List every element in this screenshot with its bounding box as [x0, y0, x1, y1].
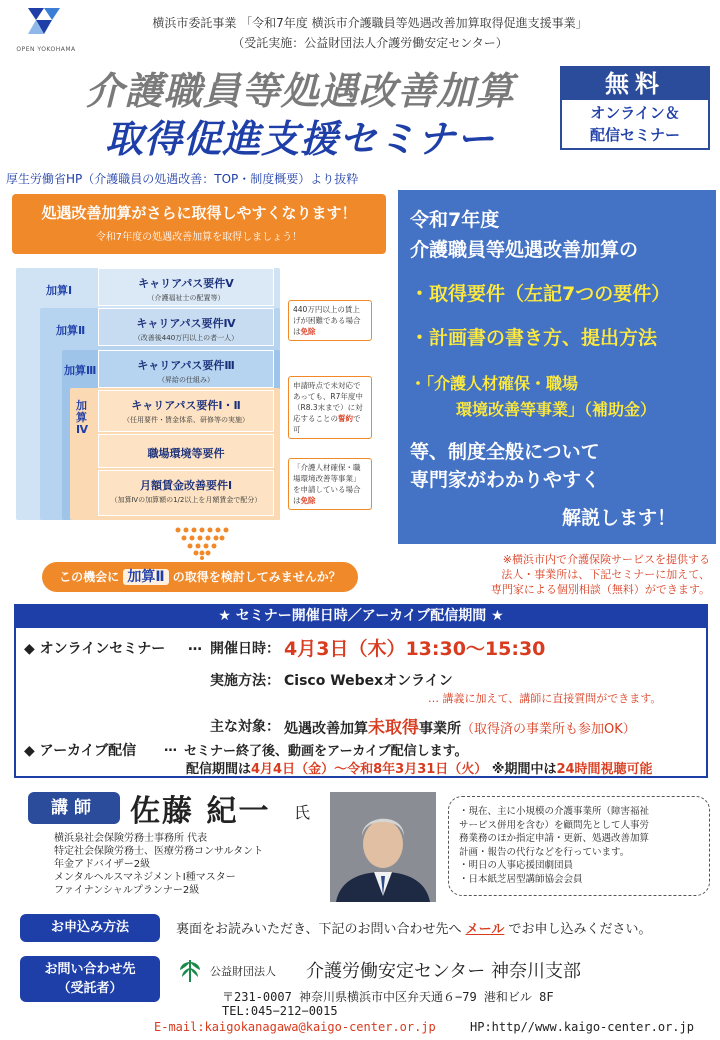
note-text: 申請時点で未対応であっても、R7年度中（R8.3末まで）に対応することの	[293, 381, 363, 423]
method-value: Cisco Webexオンライン	[284, 673, 453, 689]
req-title: キャリアパス要件Ⅳ	[136, 317, 236, 330]
panel-item-1: ・取得要件（左記7つの要件）	[410, 283, 671, 305]
req-career-5	[98, 268, 274, 306]
req-title: キャリアパス要件Ⅴ	[138, 277, 234, 290]
content-panel	[398, 190, 716, 544]
apply-text-post: でお申し込みください。	[508, 922, 652, 937]
req-sub: （改善後440万円以上の者一人）	[133, 334, 239, 342]
date-label: 開催日時：	[210, 641, 280, 657]
req-sub: （任用要件・賃金体系、研修等の実施）	[123, 416, 249, 424]
period-note-red: 24時間視聴可能	[556, 762, 653, 777]
req-sub: （加算Ⅳの加算額の1/2以上を月額賃金で配分）	[110, 496, 262, 504]
yokohama-logo	[14, 6, 78, 62]
title-sub: 取得促進支援セミナー	[104, 117, 495, 161]
panel-item-3a: ・「介護人材確保・職場	[410, 374, 579, 393]
bio-line: 計画・報告の代行などを行っています。	[459, 846, 630, 858]
figure-bottom-banner	[42, 562, 358, 592]
panel-year: 令和7年度	[410, 209, 500, 231]
req-title: 職場環境等要件	[147, 447, 225, 460]
period-note: ※期間中は	[491, 762, 557, 777]
down-arrow-icon	[172, 526, 232, 560]
archive-label: ◆ アーカイブ配信	[24, 743, 137, 759]
panel-explain: 解説します！	[562, 507, 677, 529]
org-tel: TEL:045−212−0015	[222, 1004, 338, 1018]
target-pre: 処遇改善加算	[284, 721, 368, 737]
commission-line: 横浜市委託事業 「令和7年度 横浜市介護職員等処遇改善加算取得促進支援事業」	[152, 16, 588, 30]
speaker-bio	[448, 796, 710, 896]
note-red: 誓約	[338, 414, 353, 423]
method-note: … 講義に加えて、講師に直接質問ができます。	[428, 692, 662, 705]
free-badge	[560, 66, 710, 150]
req-career-3	[98, 350, 274, 388]
note-exemption-1	[288, 300, 372, 341]
org-homepage[interactable]: HP:http//www.kaigo-center.or.jp	[470, 1020, 694, 1034]
apply-text	[176, 918, 652, 937]
req-sub: （昇給の仕組み）	[158, 376, 214, 384]
target-value	[284, 713, 636, 738]
note-text: 「介護人材確保・職場環境改善等事業」を申請している場合は	[293, 463, 361, 505]
contact-label-2: （受託者）	[57, 981, 123, 996]
seminar-date: 4月3日（木）13:30～15:30	[284, 638, 546, 660]
level-label-4: 加算Ⅳ	[76, 399, 89, 436]
req-career-1-2	[98, 390, 274, 432]
org-type: 公益財団法人	[210, 965, 276, 978]
period-value: 4月4日（金）～令和8年3月31日（火）	[251, 762, 488, 777]
bio-line: 務業務のほか指定申請・更新、処遇改善加算	[459, 833, 650, 844]
bio-line: ・明日の人事応援団劇団員	[459, 860, 574, 871]
speaker-name: 佐藤 紀一	[130, 794, 271, 829]
note-red: 免除	[300, 496, 316, 505]
req-workplace	[98, 434, 274, 468]
apply-method-label: お申込み方法	[20, 914, 160, 942]
note-pledge	[288, 376, 372, 439]
level-label-3: 加算Ⅲ	[64, 364, 97, 377]
profile-line: メンタルヘルスマネジメントⅠ種マスター	[54, 872, 236, 883]
archive-period	[186, 758, 653, 777]
bottom-kasan: 加算Ⅱ	[123, 569, 168, 585]
org-email[interactable]: E-mail:kaigokanagawa@kaigo-center.or.jp	[154, 1020, 436, 1034]
contact-label	[20, 956, 160, 1002]
figure-banner-title: 処遇改善加算がさらに取得しやすくなります！	[41, 204, 357, 222]
req-sub: （介護福祉士の配置等）	[147, 294, 225, 302]
org-name: 介護労働安定センター 神奈川支部	[306, 961, 582, 982]
level-label-2: 加算Ⅱ	[56, 324, 86, 337]
apply-text-pre: 裏面をお読みいただき、下記のお問い合わせ先へ	[176, 922, 462, 937]
consultation-note-line: 専門家による個別相談（無料）ができます。	[490, 583, 710, 596]
consultation-note-line: 法人・事業所は、下記セミナーに加えて、	[501, 568, 710, 581]
dots: …	[188, 638, 202, 654]
source-note: 厚生労働省HP（介護職員の処遇改善：TOP・制度概要）より抜粋	[6, 172, 359, 186]
contact-label-1: お問い合わせ先	[44, 962, 136, 977]
method-label: 実施方法：	[210, 673, 280, 689]
panel-subject: 介護職員等処遇改善加算の	[410, 239, 639, 261]
profile-line: 年金アドバイザー2級	[54, 859, 151, 870]
bio-line: ・現在、主に小規模の介護事業所（障害福祉	[459, 806, 650, 817]
profile-line: ファイナンシャルプランナー2級	[54, 885, 200, 896]
apply-mail-link[interactable]: メール	[465, 922, 505, 937]
note-text-end: で可	[293, 414, 361, 434]
contractor-line: （受託実施：公益財団法人介護労働安定センター）	[232, 36, 508, 50]
note-text: 440万円以上の賃上げが困難である場合は	[293, 305, 361, 336]
bio-line: ・日本紙芝居型講師協会会員	[459, 873, 583, 885]
panel-expert: 専門家がわかりやすく	[410, 469, 601, 491]
title-main: 介護職員等処遇改善加算	[85, 69, 515, 113]
panel-general: 等、制度全般について	[410, 441, 600, 463]
target-note: （取得済の事業所も参加OK）	[461, 722, 636, 737]
free-label: 無料	[562, 68, 708, 100]
figure-banner-sub: 令和7年度の処遇改善加算を取得しましょう！	[95, 232, 303, 243]
profile-line: 横浜泉社会保険労務士事務所 代表	[54, 833, 208, 844]
req-title: キャリアパス要件Ⅰ・Ⅱ	[131, 399, 241, 412]
free-sub-2: 配信セミナー	[589, 126, 680, 144]
period-label: 配信期間は	[186, 762, 252, 777]
panel-item-2: ・計画書の書き方、提出方法	[410, 327, 658, 349]
bio-line: サービス併用を含む）を顧問先として人事労	[459, 819, 650, 831]
speaker-profile	[54, 832, 263, 897]
archive-text: セミナー終了後、動画をアーカイブ配信します。	[184, 744, 468, 759]
level-label-1: 加算Ⅰ	[46, 284, 73, 297]
bottom-pre: この機会に	[59, 570, 120, 584]
target-red: 未取得	[368, 718, 419, 738]
consultation-note	[400, 552, 710, 597]
note-exemption-2	[288, 458, 372, 510]
req-career-4	[98, 308, 274, 346]
bottom-post: の取得を検討してみませんか？	[172, 570, 341, 584]
target-post: 事業所	[419, 721, 461, 737]
org-address: 〒231-0007 神奈川県横浜市中区弁天通６−79 港和ビル 8F	[222, 990, 554, 1004]
consultation-note-line: ※横浜市内で介護保険サービスを提供する	[502, 553, 710, 566]
speaker-photo	[330, 792, 436, 902]
panel-item-3b: 環境改善等事業」（補助金）	[456, 400, 657, 419]
profile-line: 特定社会保険労務士、医療労務コンサルタント	[54, 846, 264, 857]
req-title: キャリアパス要件Ⅲ	[137, 359, 235, 372]
note-red: 免除	[300, 327, 316, 336]
req-title: 月額賃金改善要件Ⅰ	[139, 479, 233, 492]
online-seminar-label: ◆ オンラインセミナー	[24, 641, 166, 657]
target-label: 主な対象：	[210, 719, 280, 735]
free-sub-1: オンライン＆	[590, 104, 680, 122]
logo-text: OPEN YOKOHAMA	[16, 46, 76, 53]
speaker-honorific: 氏	[294, 803, 311, 822]
org-logo-icon	[176, 956, 204, 984]
req-monthly-wage	[98, 470, 274, 516]
seminar-info-header: ★ セミナー開催日時／アーカイブ配信期間 ★	[14, 604, 708, 628]
speaker-tag: 講師	[28, 792, 120, 824]
dots: …	[164, 740, 177, 755]
